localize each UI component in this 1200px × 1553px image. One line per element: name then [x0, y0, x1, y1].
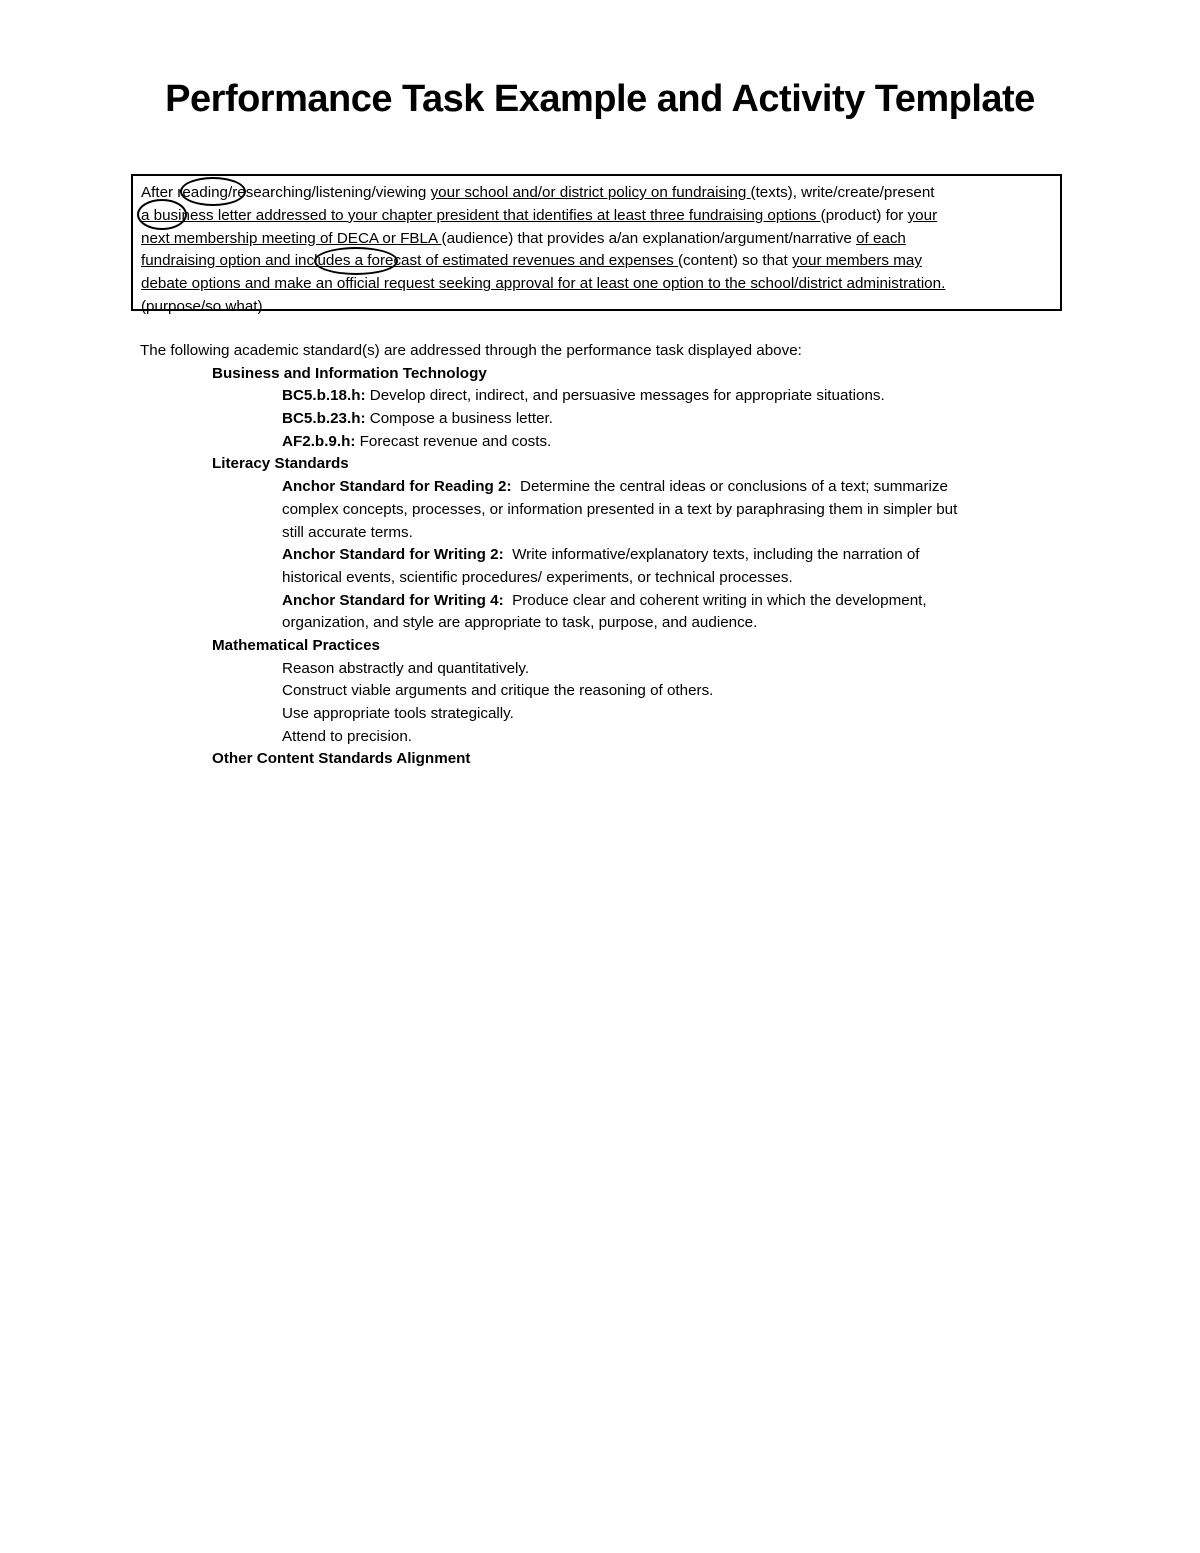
- task-line-3: [141, 228, 1052, 251]
- page-title: Performance Task Example and Activity Template: [165, 78, 1035, 120]
- task-text: (product) for: [820, 206, 908, 224]
- task-content-underlined: includes a forecast of estimated revenues and expenses: [294, 252, 678, 270]
- standard-text: Forecast revenue and costs.: [355, 432, 552, 450]
- list-item: [140, 590, 1080, 613]
- task-content-underlined: fundraising option and: [141, 252, 295, 270]
- standard-label: Anchor Standard for Writing 4:: [282, 591, 504, 609]
- list-item: [140, 476, 1080, 499]
- task-line-5: [141, 273, 1052, 296]
- list-item: Construct viable arguments and critique the reasoning of others.: [282, 682, 714, 700]
- other-standards-heading: Other Content Standards Alignment: [212, 750, 471, 768]
- list-item: [140, 385, 1080, 408]
- list-item: Reason abstractly and quantitatively.: [282, 659, 530, 677]
- standard-text: Produce clear and coherent writing in which the development,: [503, 591, 927, 609]
- task-line-1: [141, 182, 1052, 205]
- list-item: Use appropriate tools strategically.: [282, 705, 514, 722]
- performance-task-box: [131, 174, 1062, 315]
- task-line-4: [141, 250, 1052, 273]
- list-item: [140, 431, 1080, 454]
- task-text: /researching/listening/viewing: [227, 184, 431, 201]
- standard-text: Compose a business letter.: [365, 410, 553, 428]
- task-audience-underlined: next membership meeting of DECA or FBLA: [141, 229, 442, 247]
- list-item-continued: complex concepts, processes, or information presented in a text by paraphrasing them in simpler but: [282, 500, 958, 518]
- math-heading: Mathematical Practices: [212, 636, 380, 654]
- task-text: (texts), write/create/present: [750, 184, 935, 201]
- task-text-circled: reading: [177, 184, 228, 201]
- task-product-underlined: a business letter addressed to your chapter president that identifies at least three fundraising options: [141, 206, 821, 224]
- standard-code: BC5.b.18.h:: [282, 387, 366, 405]
- task-line-6: [141, 296, 1052, 319]
- list-item: [140, 408, 1080, 431]
- standard-label: Anchor Standard for Writing 2:: [282, 546, 504, 564]
- task-text: After: [141, 184, 178, 201]
- task-text: (purpose/so what).: [141, 297, 267, 315]
- standard-code: BC5.b.23.h:: [282, 410, 366, 428]
- standard-code: AF2.b.9.h:: [282, 432, 356, 450]
- standards-intro: The following academic standard(s) are addressed through the performance task displayed above:: [140, 342, 802, 359]
- standard-label: Anchor Standard for Reading 2:: [282, 478, 512, 496]
- literacy-heading: Literacy Standards: [212, 455, 349, 473]
- circle-mark-a-bus: [137, 199, 187, 230]
- standard-text: Determine the central ideas or conclusions of a text; summarize: [511, 478, 948, 496]
- list-item-continued: still accurate terms.: [282, 523, 413, 541]
- task-purpose-underlined: your members may: [791, 252, 922, 270]
- task-text: (content) so that: [677, 252, 792, 270]
- task-purpose-underlined: debate options and make an official request seeking approval for at least one option to the school/district administration.: [141, 275, 946, 293]
- circle-mark-includes-a: [314, 247, 398, 275]
- business-heading: Business and Information Technology: [212, 364, 487, 382]
- list-item-continued: historical events, scientific procedures/ experiments, or technical processes.: [282, 568, 793, 586]
- task-content-underlined: of each: [856, 229, 906, 247]
- task-text: (audience) that provides a/an explanation/argument/narrative: [441, 229, 857, 247]
- list-item: [140, 544, 1080, 567]
- list-item: Attend to precision.: [282, 727, 413, 745]
- circle-mark-reading: [180, 177, 246, 206]
- task-line-2: [141, 205, 1052, 228]
- standard-text: Develop direct, indirect, and persuasive messages for appropriate situations.: [365, 387, 885, 405]
- task-texts-underlined: your school and/or district policy on fundraising: [430, 184, 751, 201]
- standard-text: Write informative/explanatory texts, including the narration of: [503, 546, 920, 564]
- standards-section: [140, 340, 1080, 771]
- task-audience-underlined: your: [907, 206, 938, 224]
- list-item-continued: organization, and style are appropriate to task, purpose, and audience.: [282, 614, 758, 632]
